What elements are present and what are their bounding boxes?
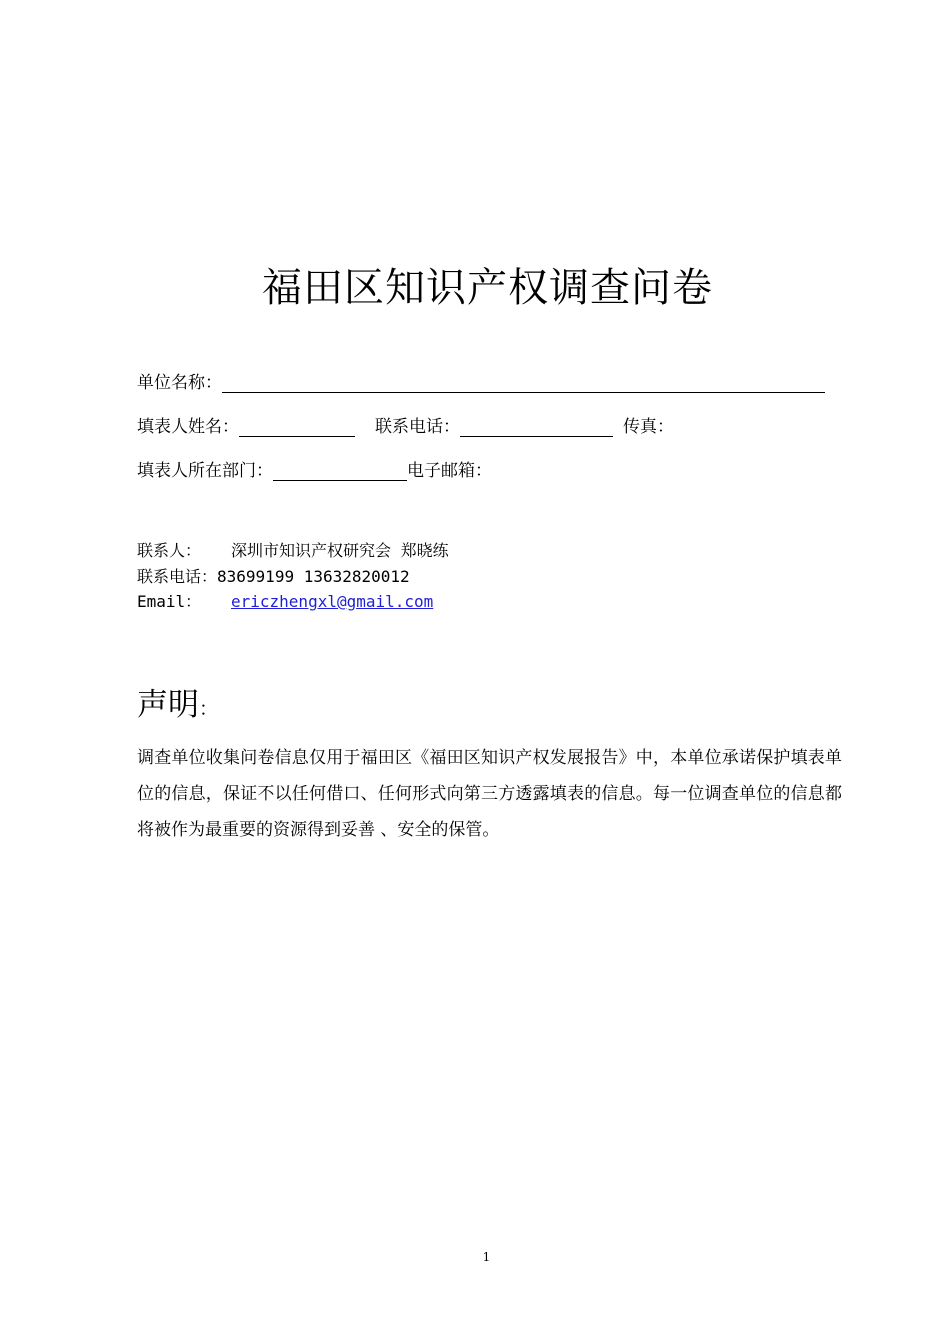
filler-name-label: 填表人姓名：	[137, 417, 239, 437]
statement-heading	[137, 684, 218, 730]
contact-person-value: 深圳市知识产权研究会 郑晓练	[231, 541, 449, 560]
filler-name-blank[interactable]	[239, 416, 355, 437]
unit-name-label: 单位名称：	[137, 373, 222, 393]
contact-phone-value: 83699199 13632820012	[217, 567, 410, 586]
statement-body: 调查单位收集问卷信息仅用于福田区《福田区知识产权发展报告》中，本单位承诺保护填表单位的信息，保证不以任何借口、任何形式向第三方透露填表的信息。每一位调查单位的信息都将被作为最重要的资源得到妥善 、安全的保管。	[137, 748, 842, 840]
contact-email-link[interactable]: ericzhengxl@gmail.com	[231, 592, 434, 611]
phone-blank[interactable]	[460, 416, 613, 437]
page-number: 1	[482, 1250, 491, 1264]
filler-info-row	[137, 414, 674, 440]
fax-label: 传真：	[623, 417, 674, 437]
contact-email-label: Email：	[137, 592, 202, 611]
statement-heading-text: 声明	[137, 687, 199, 723]
contact-email-line	[137, 589, 433, 614]
contact-phone-label: 联系电话：	[137, 567, 218, 586]
contact-person-label: 联系人：	[137, 541, 202, 560]
document-title: 福田区知识产权调查问卷	[262, 265, 713, 311]
department-row	[137, 458, 492, 484]
email-label: 电子邮箱：	[407, 461, 492, 481]
phone-label: 联系电话：	[375, 417, 460, 437]
unit-name-blank[interactable]	[222, 372, 825, 393]
contact-phone-line	[137, 564, 410, 589]
statement-heading-colon: ：	[199, 698, 219, 720]
contact-person-line	[137, 538, 449, 563]
department-label: 填表人所在部门：	[137, 461, 273, 481]
department-blank[interactable]	[273, 460, 407, 481]
unit-name-row	[137, 370, 825, 396]
